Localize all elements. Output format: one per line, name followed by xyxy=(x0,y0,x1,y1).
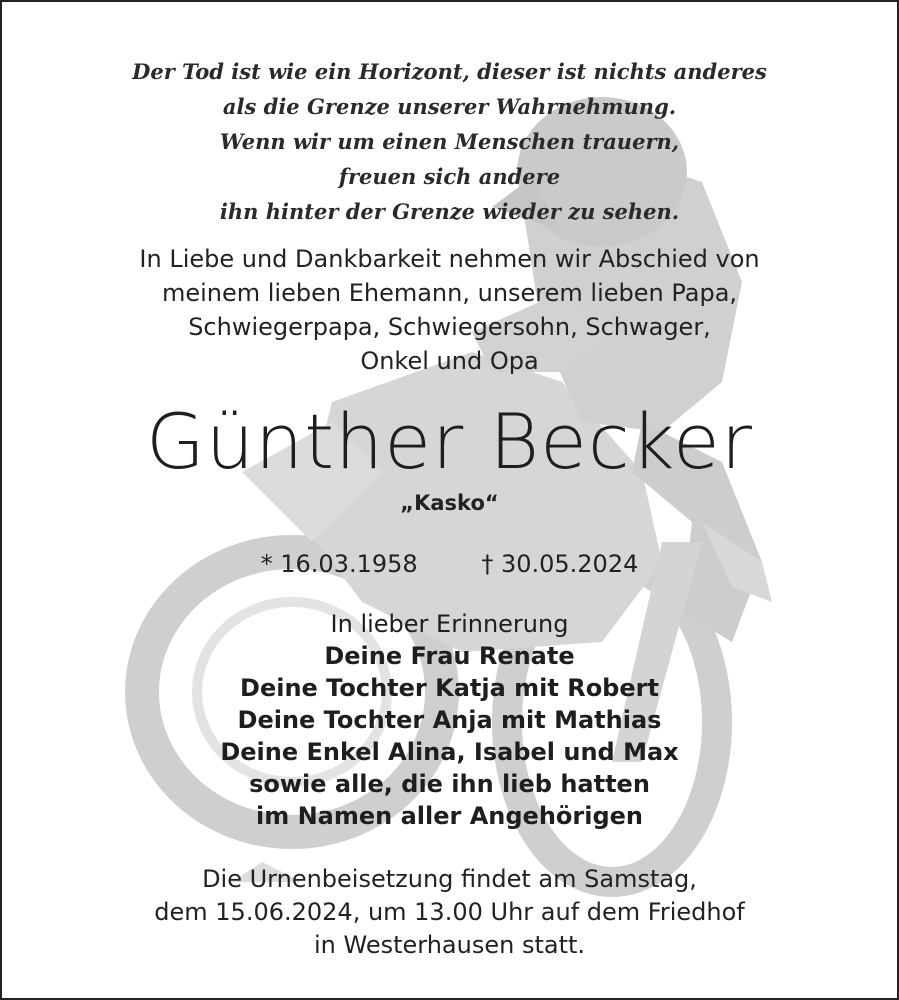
poem xyxy=(2,54,897,229)
death-date: † 30.05.2024 xyxy=(481,550,639,578)
funeral-line: in Westerhausen statt. xyxy=(313,931,586,959)
mourner-line: im Namen aller Angehörigen xyxy=(255,802,643,830)
farewell-intro xyxy=(2,242,897,378)
poem-line: ihn hinter der Grenze wieder zu sehen. xyxy=(219,199,680,224)
mourner-line: sowie alle, die ihn lieb hatten xyxy=(249,770,650,798)
funeral-line: dem 15.06.2024, um 13.00 Uhr auf dem Friedhof xyxy=(154,898,745,926)
poem-line: Der Tod ist wie ein Horizont, dieser ist nichts anderes xyxy=(132,59,767,84)
birth-date: * 16.03.1958 xyxy=(260,550,418,578)
mourners-lead: In lieber Erinnerung xyxy=(330,610,569,638)
poem-line: freuen sich andere xyxy=(338,164,561,189)
mourner-line: Deine Tochter Katja mit Robert xyxy=(240,674,659,702)
intro-line: In Liebe und Dankbarkeit nehmen wir Abschied von xyxy=(139,245,760,273)
mourner-line: Deine Enkel Alina, Isabel und Max xyxy=(220,738,679,766)
poem-line: Wenn wir um einen Menschen trauern, xyxy=(219,129,680,154)
intro-line: meinem lieben Ehemann, unserem lieben Papa, xyxy=(161,279,738,307)
mourner-line: Deine Frau Renate xyxy=(324,642,575,670)
funeral-line: Die Urnenbeisetzung findet am Samstag, xyxy=(202,865,697,893)
funeral-notice xyxy=(2,863,897,962)
mourners-list xyxy=(2,608,897,832)
intro-line: Onkel und Opa xyxy=(360,347,539,375)
intro-line: Schwiegerpapa, Schwiegersohn, Schwager, xyxy=(188,313,711,341)
deceased-nickname: „Kasko“ xyxy=(400,491,499,515)
deceased-name: Günther Becker xyxy=(146,397,753,486)
mourner-line: Deine Tochter Anja mit Mathias xyxy=(237,706,662,734)
life-dates xyxy=(2,546,897,582)
poem-line: als die Grenze unserer Wahrnehmung. xyxy=(222,94,677,119)
